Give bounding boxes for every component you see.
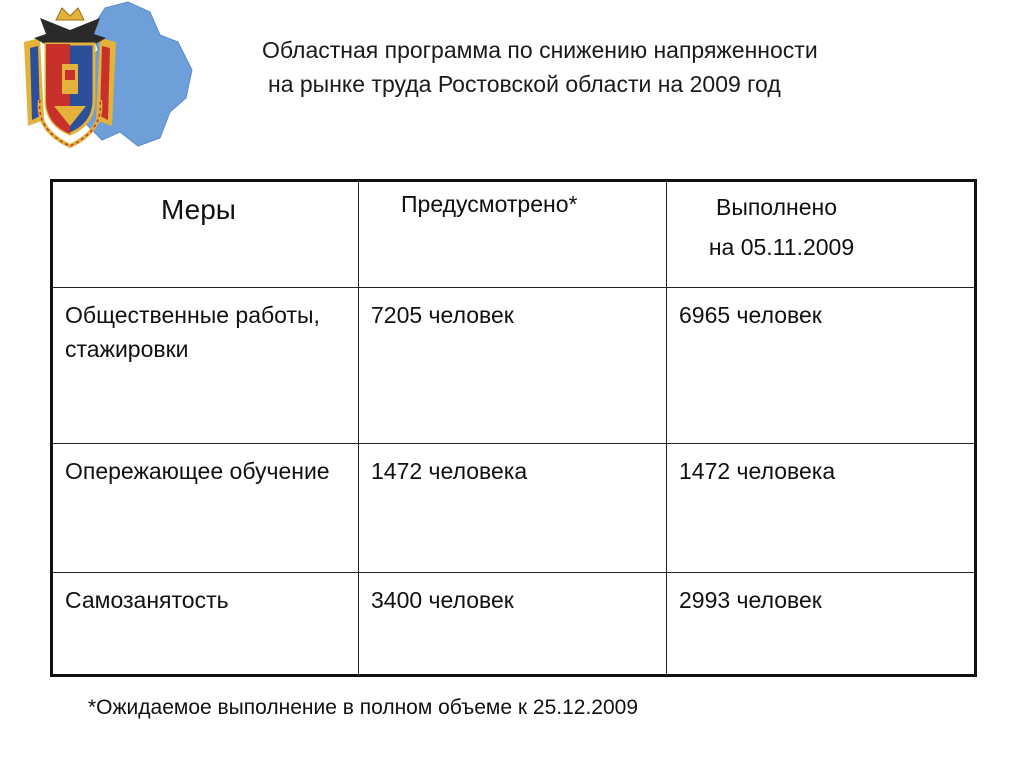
cell-done: 6965 человек [667,288,976,444]
program-table [50,179,977,677]
table-header-row [52,181,976,288]
footnote: *Ожидаемое выполнение в полном объеме к 25.12.2009 [88,696,639,719]
cell-done: 2993 человек [667,573,976,676]
table-row [52,288,976,444]
cell-measure: Опережающее обучение [52,444,359,573]
title-line-2: на рынке труда Ростовской области на 2009 год [268,71,781,97]
header-done [667,181,976,288]
table-row [52,573,976,676]
header-planned: Предусмотрено* [359,181,667,288]
title-line-1: Областная программа по снижению напряженности [262,37,818,63]
cell-planned: 3400 человек [359,573,667,676]
cell-planned: 7205 человек [359,288,667,444]
cell-planned: 1472 человека [359,444,667,573]
cell-measure: Самозанятость [52,573,359,676]
table-row [52,444,976,573]
cell-done: 1472 человека [667,444,976,573]
cell-measure: Общественные работы, стажировки [52,288,359,444]
page-title [262,33,982,101]
header-measures: Меры [52,181,359,288]
header-done-line-1: Выполнено [715,194,838,220]
header-done-line-2: на 05.11.2009 [708,234,855,260]
region-emblem-logo [10,0,200,150]
